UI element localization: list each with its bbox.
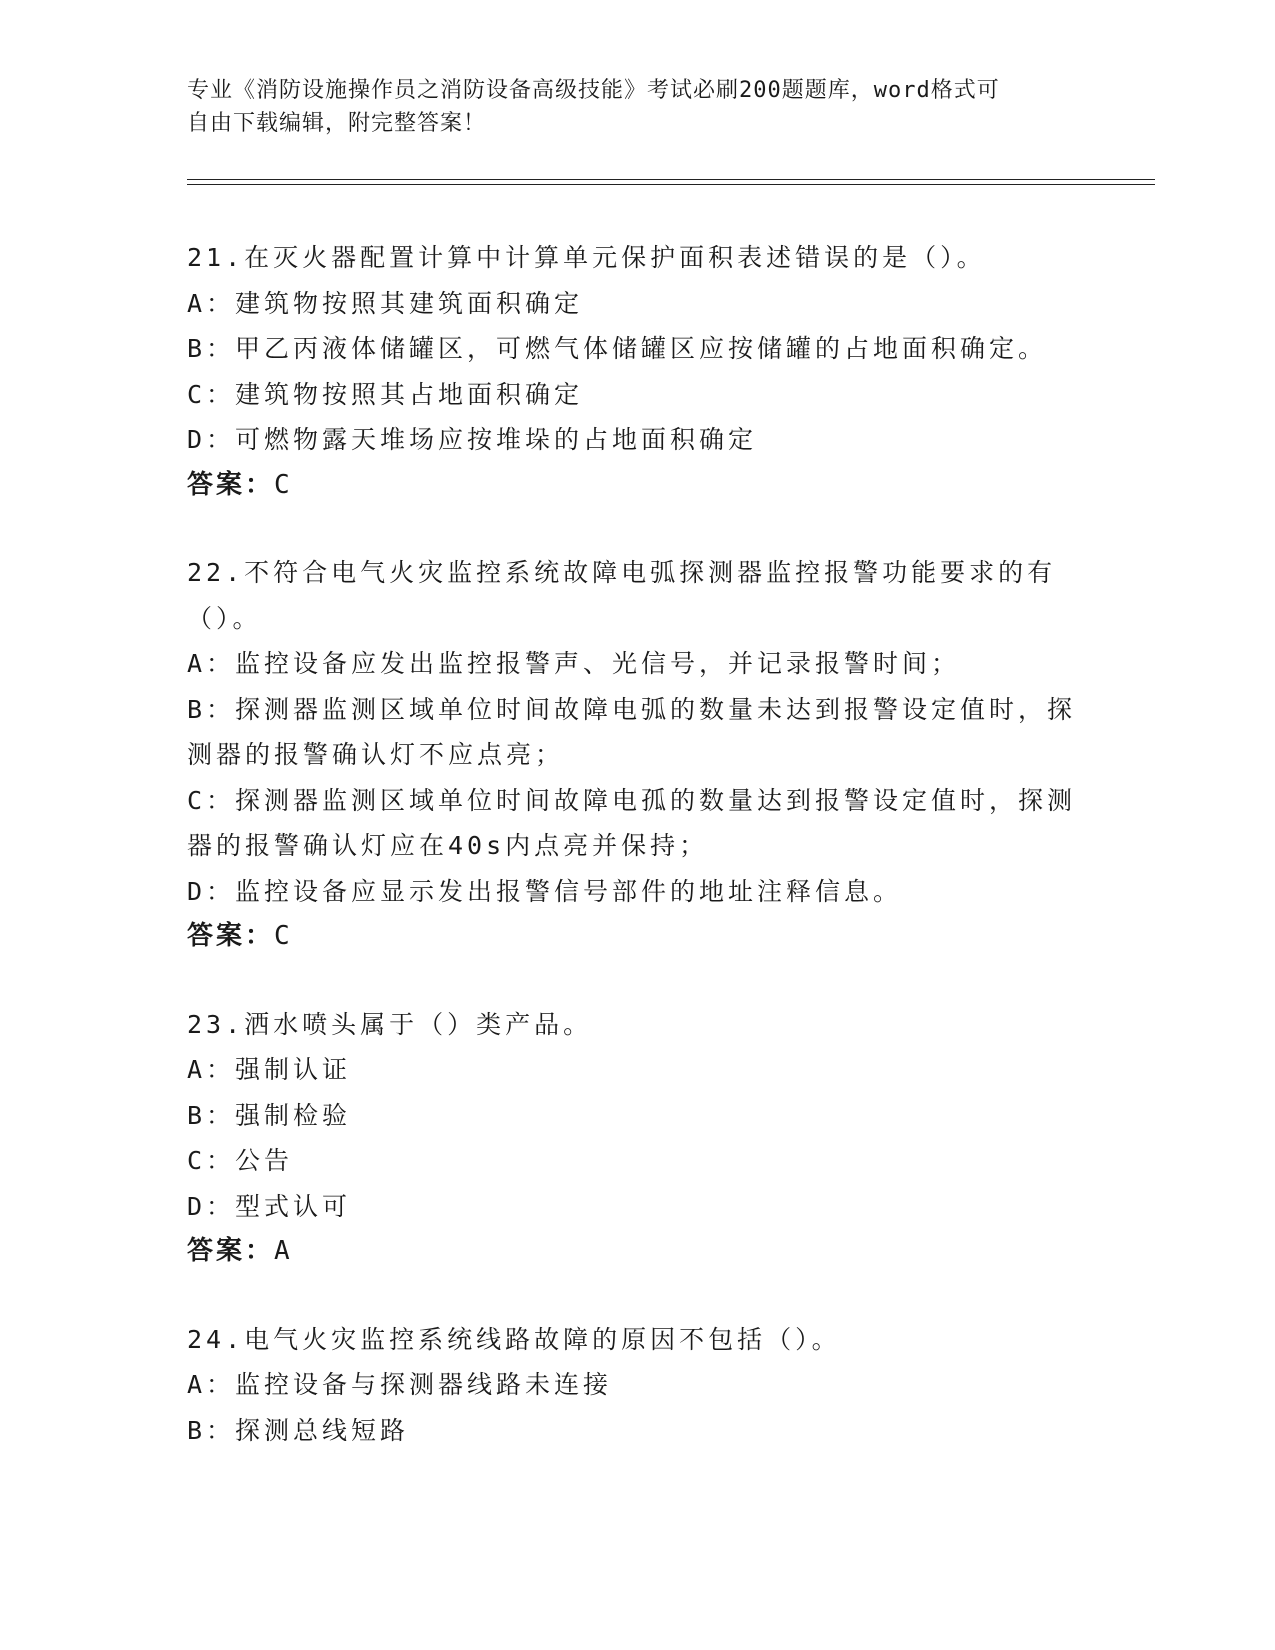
answer-line — [187, 463, 1077, 509]
answer-line — [187, 1229, 1077, 1275]
question-22 — [187, 550, 1077, 960]
answer-label: 答案： — [187, 469, 275, 500]
option-c: C：建筑物按照其占地面积确定 — [187, 379, 584, 409]
option-b: B：探测器监测区域单位时间故障电弧的数量未达到报警设定值时，探测器的报警确认灯不应点亮； — [187, 694, 1077, 769]
option-b: B：强制检验 — [187, 1100, 352, 1130]
question-21 — [187, 235, 1077, 508]
question-24 — [187, 1317, 1077, 1454]
question-stem: 22.不符合电气火灾监控系统故障电弧探测器监控报警功能要求的有（）。 — [187, 558, 1057, 633]
option-a: A：建筑物按照其建筑面积确定 — [187, 288, 584, 318]
document-header — [187, 74, 1067, 140]
question-list — [187, 235, 1077, 1495]
option-b: B：探测总线短路 — [187, 1415, 410, 1445]
header-line-1: 专业《消防设施操作员之消防设备高级技能》考试必刷200题题库，word格式可 — [187, 78, 1000, 103]
question-stem: 23.洒水喷头属于（）类产品。 — [187, 1009, 593, 1039]
option-d: D：型式认可 — [187, 1191, 352, 1221]
answer-value: A — [274, 1236, 293, 1266]
option-d: D：监控设备应显示发出报警信号部件的地址注释信息。 — [187, 876, 903, 906]
answer-line — [187, 914, 1077, 960]
header-line-2: 自由下载编辑，附完整答案！ — [187, 111, 487, 136]
question-stem: 21.在灭火器配置计算中计算单元保护面积表述错误的是（）。 — [187, 243, 986, 272]
answer-value: C — [274, 921, 293, 951]
header-rule-top — [187, 179, 1155, 180]
answer-label: 答案： — [187, 921, 275, 951]
option-a: A：监控设备应发出监控报警声、光信号，并记录报警时间； — [187, 649, 961, 678]
option-d: D：可燃物露天堆场应按堆垛的占地面积确定 — [187, 425, 758, 454]
question-23 — [187, 1002, 1077, 1275]
option-b: B：甲乙丙液体储罐区，可燃气体储罐区应按储罐的占地面积确定。 — [187, 334, 1048, 363]
header-rule-bottom — [187, 184, 1155, 185]
answer-value: C — [274, 469, 293, 500]
option-a: A：监控设备与探测器线路未连接 — [187, 1370, 613, 1399]
option-c: C：公告 — [187, 1146, 294, 1175]
answer-label: 答案： — [187, 1236, 275, 1266]
option-a: A：强制认证 — [187, 1055, 352, 1084]
option-c: C：探测器监测区域单位时间故障电孤的数量达到报警设定值时，探测器的报警确认灯应在40s内点亮并保持； — [187, 785, 1077, 860]
question-stem: 24.电气火灾监控系统线路故障的原因不包括（）。 — [187, 1324, 841, 1354]
